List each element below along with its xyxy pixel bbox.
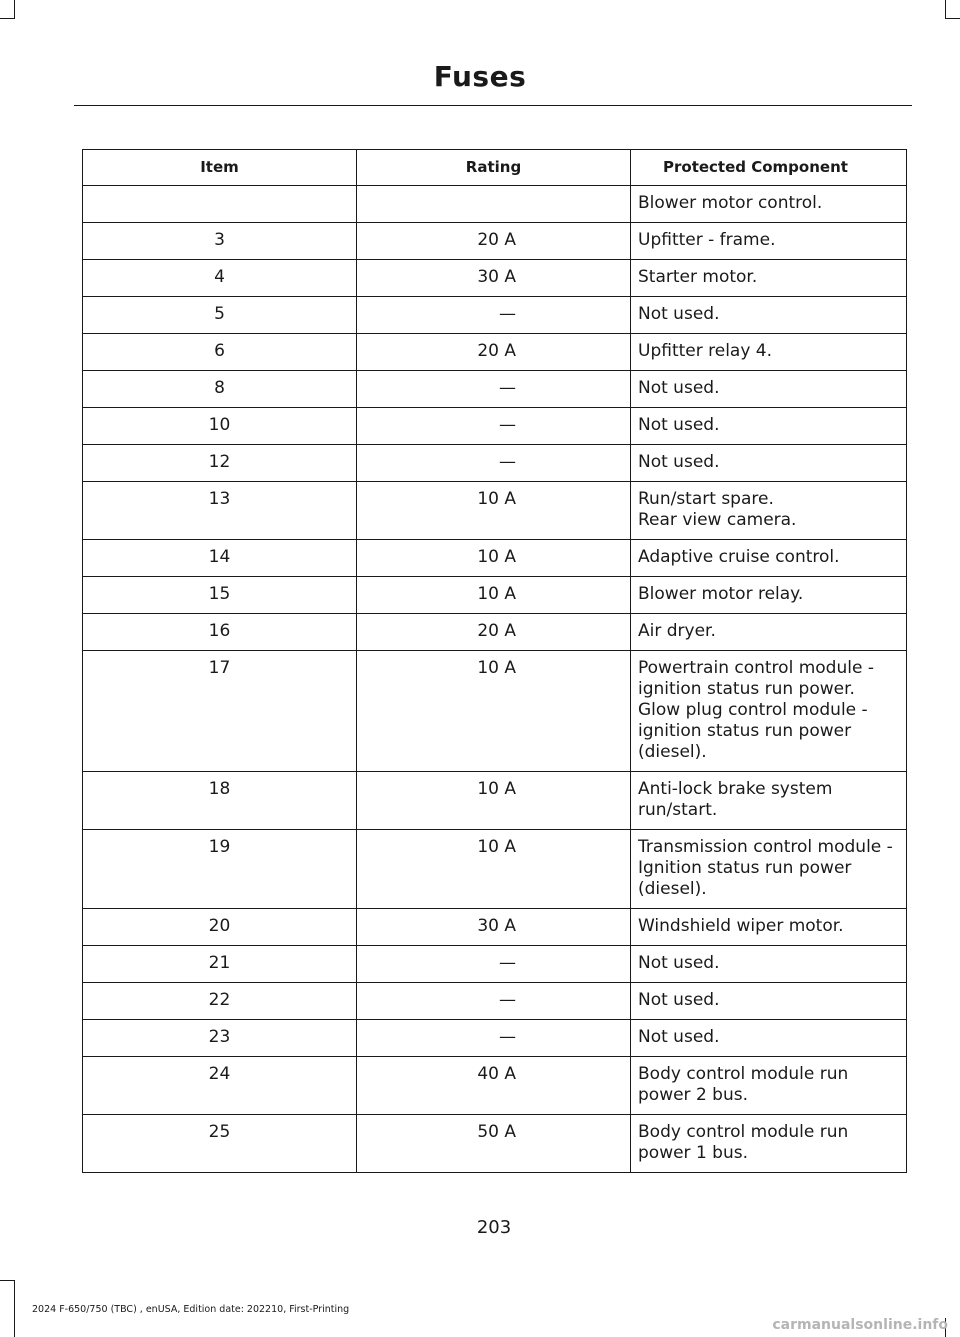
cell-item: 14 — [83, 540, 357, 577]
crop-mark-top-right — [945, 0, 946, 18]
cell-item: 23 — [83, 1020, 357, 1057]
cell-item: 8 — [83, 371, 357, 408]
cell-item: 12 — [83, 445, 357, 482]
table-row — [83, 260, 907, 297]
table-row — [83, 540, 907, 577]
cell-rating: — — [357, 983, 631, 1020]
table-row — [83, 186, 907, 223]
cell-rating: 20 A — [357, 334, 631, 371]
fuse-table — [82, 149, 907, 1173]
table-row — [83, 577, 907, 614]
cell-protected-component — [631, 614, 907, 651]
cell-rating: 20 A — [357, 614, 631, 651]
table-row — [83, 1115, 907, 1173]
table-row — [83, 223, 907, 260]
cell-item: 16 — [83, 614, 357, 651]
cell-item: 25 — [83, 1115, 357, 1173]
page-title: Fuses — [433, 60, 527, 93]
cell-protected-component — [631, 482, 907, 540]
cell-rating: 10 A — [357, 482, 631, 540]
component-text: Not used. — [638, 953, 720, 973]
cell-rating: — — [357, 445, 631, 482]
component-text: Not used. — [638, 415, 720, 435]
cell-protected-component — [631, 260, 907, 297]
cell-rating: — — [357, 371, 631, 408]
cell-protected-component — [631, 1020, 907, 1057]
component-text: Run/start spare. — [638, 489, 774, 509]
cell-item: 4 — [83, 260, 357, 297]
cell-protected-component — [631, 830, 907, 909]
component-text: Windshield wiper motor. — [638, 916, 844, 936]
cell-protected-component — [631, 772, 907, 830]
component-text: Not used. — [638, 304, 720, 324]
cell-protected-component — [631, 540, 907, 577]
cell-protected-component — [631, 909, 907, 946]
table-row — [83, 983, 907, 1020]
page-number: 203 — [476, 1217, 512, 1238]
crop-mark-bottom-left — [0, 1280, 15, 1281]
cell-rating: — — [357, 946, 631, 983]
component-text: Body control module run power 1 bus. — [638, 1122, 849, 1163]
crop-mark-top-left — [14, 0, 15, 18]
crop-mark-top-left — [0, 18, 15, 19]
component-text: Not used. — [638, 452, 720, 472]
column-header-item: Item — [83, 150, 357, 186]
cell-item: 21 — [83, 946, 357, 983]
component-text: Transmission control module - Ignition status run power (diesel). — [638, 837, 893, 899]
cell-protected-component — [631, 983, 907, 1020]
cell-item: 18 — [83, 772, 357, 830]
component-text: Powertrain control module - ignition status run power. — [638, 658, 874, 699]
cell-rating: — — [357, 408, 631, 445]
fuse-table-body — [83, 186, 907, 1173]
cell-rating: 10 A — [357, 577, 631, 614]
cell-rating: 10 A — [357, 830, 631, 909]
cell-protected-component — [631, 408, 907, 445]
cell-protected-component — [631, 1057, 907, 1115]
cell-protected-component — [631, 297, 907, 334]
table-row — [83, 334, 907, 371]
cell-item: 15 — [83, 577, 357, 614]
cell-item: 5 — [83, 297, 357, 334]
cell-item — [83, 186, 357, 223]
table-row — [83, 297, 907, 334]
cell-protected-component — [631, 946, 907, 983]
watermark: carmanualsonline.info — [772, 1317, 948, 1333]
table-row — [83, 482, 907, 540]
cell-item: 6 — [83, 334, 357, 371]
cell-rating: 30 A — [357, 909, 631, 946]
table-header-row — [83, 150, 907, 186]
cell-protected-component — [631, 371, 907, 408]
table-row — [83, 651, 907, 772]
cell-protected-component — [631, 651, 907, 772]
table-row — [83, 445, 907, 482]
component-text: Glow plug control module - ignition status run power (diesel). — [638, 700, 868, 762]
component-text: Anti-lock brake system run/start. — [638, 779, 833, 820]
cell-item: 20 — [83, 909, 357, 946]
cell-rating: — — [357, 297, 631, 334]
table-row — [83, 1020, 907, 1057]
header-divider — [74, 105, 912, 106]
table-row — [83, 946, 907, 983]
cell-item: 3 — [83, 223, 357, 260]
cell-rating: 40 A — [357, 1057, 631, 1115]
component-text: Blower motor relay. — [638, 584, 804, 604]
component-text: Not used. — [638, 1027, 720, 1047]
component-text: Upfitter - frame. — [638, 230, 776, 250]
cell-rating — [357, 186, 631, 223]
cell-item: 10 — [83, 408, 357, 445]
table-row — [83, 772, 907, 830]
cell-protected-component — [631, 334, 907, 371]
component-text: Upfitter relay 4. — [638, 341, 773, 361]
component-text: Air dryer. — [638, 621, 716, 641]
crop-mark-bottom-left — [14, 1280, 15, 1337]
component-text: Body control module run power 2 bus. — [638, 1064, 849, 1105]
component-text: Adaptive cruise control. — [638, 547, 840, 567]
table-row — [83, 408, 907, 445]
component-text: Blower motor control. — [638, 193, 823, 213]
cell-item: 17 — [83, 651, 357, 772]
crop-mark-top-right — [945, 18, 960, 19]
cell-item: 24 — [83, 1057, 357, 1115]
table-row — [83, 371, 907, 408]
cell-protected-component — [631, 223, 907, 260]
table-row — [83, 909, 907, 946]
cell-protected-component — [631, 577, 907, 614]
cell-item: 19 — [83, 830, 357, 909]
column-header-rating: Rating — [357, 150, 631, 186]
component-text: Not used. — [638, 990, 720, 1010]
component-text: Starter motor. — [638, 267, 758, 287]
cell-item: 13 — [83, 482, 357, 540]
cell-rating: 10 A — [357, 540, 631, 577]
table-row — [83, 614, 907, 651]
footer-edition-info: 2024 F-650/750 (TBC) , enUSA, Edition date: 202210, First-Printing — [32, 1304, 350, 1315]
cell-rating: 10 A — [357, 651, 631, 772]
component-text: Rear view camera. — [638, 510, 797, 530]
cell-item: 22 — [83, 983, 357, 1020]
cell-rating: 50 A — [357, 1115, 631, 1173]
cell-protected-component — [631, 1115, 907, 1173]
cell-rating: 10 A — [357, 772, 631, 830]
column-header-protected-component: Protected Component — [631, 150, 907, 186]
table-row — [83, 1057, 907, 1115]
cell-protected-component — [631, 445, 907, 482]
component-text: Not used. — [638, 378, 720, 398]
cell-protected-component — [631, 186, 907, 223]
cell-rating: 30 A — [357, 260, 631, 297]
cell-rating: 20 A — [357, 223, 631, 260]
cell-rating: — — [357, 1020, 631, 1057]
table-row — [83, 830, 907, 909]
